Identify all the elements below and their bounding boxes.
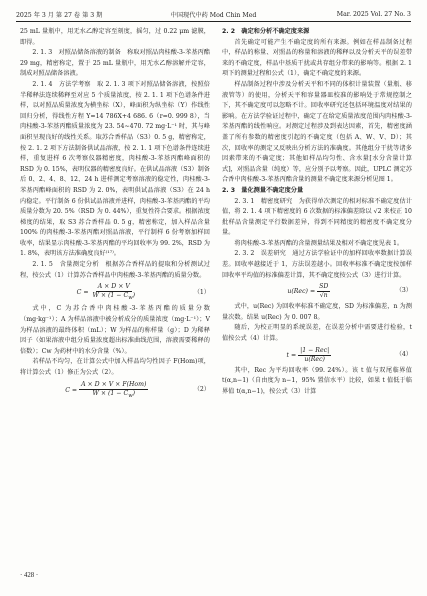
eq3-numerator: SD	[319, 283, 329, 291]
eq3-tag: （3）	[395, 287, 412, 295]
equation-1: C = $\frac{A \times D \times V}{W \times (1 - C_w)}$ （1）	[76, 283, 210, 302]
eq4-numerator: |1 − Rec|	[300, 346, 330, 354]
equation-2: C = $\frac{\text{A × D × V × F(Hom)}}{W \times (1 - C_w)}$ （2）	[65, 380, 210, 399]
eq1-tag: （1）	[193, 288, 210, 296]
header-journal: 中国现代中药 Mod Chin Med	[170, 11, 257, 19]
section-2-1-4: 2. 1. 4 方法学考察 取 2. 1. 3 项下对照品储备溶液，按照倍半稀释法连续稀释至对应 5 个质量浓度，按 2. 1. 1 项下色谱条件进样，以对照品质量浓度为横坐标（X），峰面积为纵坐标（Y）作线性回归分析，得线性方程 Y=14 786X+4 686. 6（r=0. 999 8），当肉桂酸-3-苯基丙酯质量浓度为 23. 54~470. 72 mg·L⁻¹ 时，其与峰面积呈现良好的线性关系。取苏合香样品（S3）0. 5 g，精密称定，按 2. 1. 2 项下方法制备供试品溶液，按 2. 1. 1 项下色谱条件连续进样，重复进样 6 次考察仪器精密度，肉桂酸-3-苯基丙酯峰面积的 RSD 为 0. 15%，表明仪器的精密度良好。在供试品溶液（S3）制备后 0、2、4、8、12、24 h 进样测定考察溶液的稳定性，肉桂酸-3-苯基丙酯峰面积的 RSD 为 2. 0%，表明供试品溶液（S3）在 24 h 内稳定。平行制备 6 份供试品溶液并进样，肉桂酸-3-苯基丙酯的平均质量分数为 20. 5%（RSD 为 0. 44%），重复性符合要求。根据浓度梯度的结果，取 S3 苏合香样品 0. 5 g，精密称定，加入样品含量 100% 的肉桂酸-3-苯基丙酯对照品溶液，平行制样 6 份考察加样回收率，结果显示肉桂酸-3-苯基丙酯的平均回收率为 99. 2%，RSD 为 1. 8%，表明该方法准确度良好⁽¹⁷⁾。	[20, 80, 210, 258]
paragraph: 式中，C 为苏合香中肉桂酸-3-苯基丙酯的质量分数（mg·kg⁻¹）；A 为样品溶液中被分析成分的质量浓度（mg·L⁻¹）；V 为样品溶液的最终体积（mL）；W 为样品的称样量（g）；D 为稀释因子（如果溶液中组分质量浓度超出标准曲线范围，溶液需要稀释的倍数）；Cw 为药材中的水分含量（%）。	[20, 305, 210, 355]
eq1-numerator: A × D × V	[97, 283, 130, 291]
paragraph: 样品制备过程中涉及分析天平和不同的体积计量装置（量瓶、移液管等）的使用，分析天平和容量器皿校准的影响处于常规控制之下，其不确定度可以忽略不计。回收率研究还包括环境温度对结果的影响。在方法学验证过程中，确定了在给定质量浓度范围内肉桂酸-3-苯基丙酯的线性响应。对测定过程涉及到表达因素，首先，精密度涵盖了所有参数的精密度引起的不确定度（包括 A、W、V、D）；其次，回收率的测定又反映出分析方法的准确度。其他组分干扰等诸多因素带来的不确定度；其他如样品均匀性、含水量[水分含量计算式]，对照品含量（纯度）等，应分别予以考察。因此，UPLC 测定苏合香中肉桂酸-3-苯基丙酯含量的测量不确定度来源分析见图 1。	[222, 80, 412, 184]
section-2-3-2: 2. 3. 2 误差研究 通过方法学验证中的加样回收率数据计算误差。回收率越接近于 1，方法误差越小。回收率标准不确定度按加样回收率平均值的标准偏差计算，其不确定度按公式（3）进行计算。	[222, 250, 412, 279]
paragraph: 式中，u(Rec) 为回收率标准不确定度，SD 为标准偏差，n 为测量次数。结果 u(Rec) 为 0. 007 8。	[222, 303, 412, 321]
paragraph: 若样品不均匀，在计算公式中加入样品均匀性因子 F(Hom)项，将计算公式（1）修正为公式（2）。	[20, 358, 210, 377]
eq2-numerator: A × D × V × F(Hom)	[81, 380, 147, 388]
header-left: 2025 年 3 月 第 27 卷 第 3 期	[16, 11, 103, 19]
equation-3: u(Rec) = $\frac{SD}{√n}$ （3）	[287, 283, 412, 300]
section-heading-2-3: 2. 3 量化测量不确定度分量	[222, 186, 304, 194]
eq4-denominator: u(Rec)	[304, 355, 325, 363]
paragraph: 随后，为校正明显的系统误差，在误差分析中需要进行检验，t 值按公式（4）计算。	[222, 324, 412, 343]
header-right: Mar. 2025 Vol. 27 No. 3	[336, 10, 411, 18]
paragraph: 将肉桂酸-3-苯基丙酯的含量测量结果及相对不确定度见表 1。	[234, 239, 404, 247]
left-column	[20, 27, 210, 402]
paragraph: 25 mL 量瓶中，用无水乙醇定容至刻度，摇匀，过 0.22 μm 滤膜，即得。	[20, 28, 210, 46]
equation-4: t = $\frac{\text{|1 − Rec|}}{\text{u(Rec)}}$ （4）	[286, 346, 412, 363]
eq4-tag: （4）	[395, 350, 412, 358]
section-2-3-1: 2. 3. 1 精密度研究 为获得单次测定的相对标准不确定度估计值，将 2. 1. 4 项下精密度的 6 次数据的标准偏差除以 √2 来校正 10 批样品含量测定平行数据差异，得到不同精度的精密度不确定度分量。	[222, 197, 412, 237]
eq2-denominator: $W \times (1 - C_w)$	[92, 389, 136, 399]
eq3-denominator: √n	[319, 292, 328, 300]
section-heading-2-2: 2. 2 确定和分析不确定度来源	[222, 28, 310, 35]
paragraph: 其中，Rec 为平均回收率（99. 24%）。该 t 值与双尾临界值 t(α,n−1)（自由度为 n−1，95% 置信水平）比较，如果 t 值低于临界值 t(α,n−1)，按公式（3）计算	[222, 366, 412, 395]
eq1-denominator: $W \times (1 - C_w)$	[92, 292, 136, 302]
eq2-tag: （2）	[193, 385, 210, 393]
paragraph: 首先确定可能产生不确定度的所有来源。例如在样品制备过程中，样品的称量、对照品的称量和溶液的稀释以及分析天平的误差带来的不确定度，样品中基质干扰或共存组分带来的影响等。根据 2. 1 项下的测量过程和公式（1），确定不确定度的来源。	[222, 38, 412, 78]
section-2-1-3: 2. 1. 3 对照品储备溶液的制备 称取对照品肉桂酸-3-苯基丙酯 29 mg，精密称定，置于 25 mL 量瓶中，用无水乙醇溶解并定容，制成对照品储备溶液。	[20, 49, 210, 78]
section-2-1-5: 2. 1. 5 含量测定分析 根据苏合香样品的提取和分析测试过程，按公式（1）计算苏合香样品中肉桂酸-3-苯基丙酯的质量分数。	[20, 261, 210, 279]
right-column	[222, 27, 412, 397]
running-header	[16, 7, 411, 22]
page-number: · 428 ·	[20, 572, 39, 579]
